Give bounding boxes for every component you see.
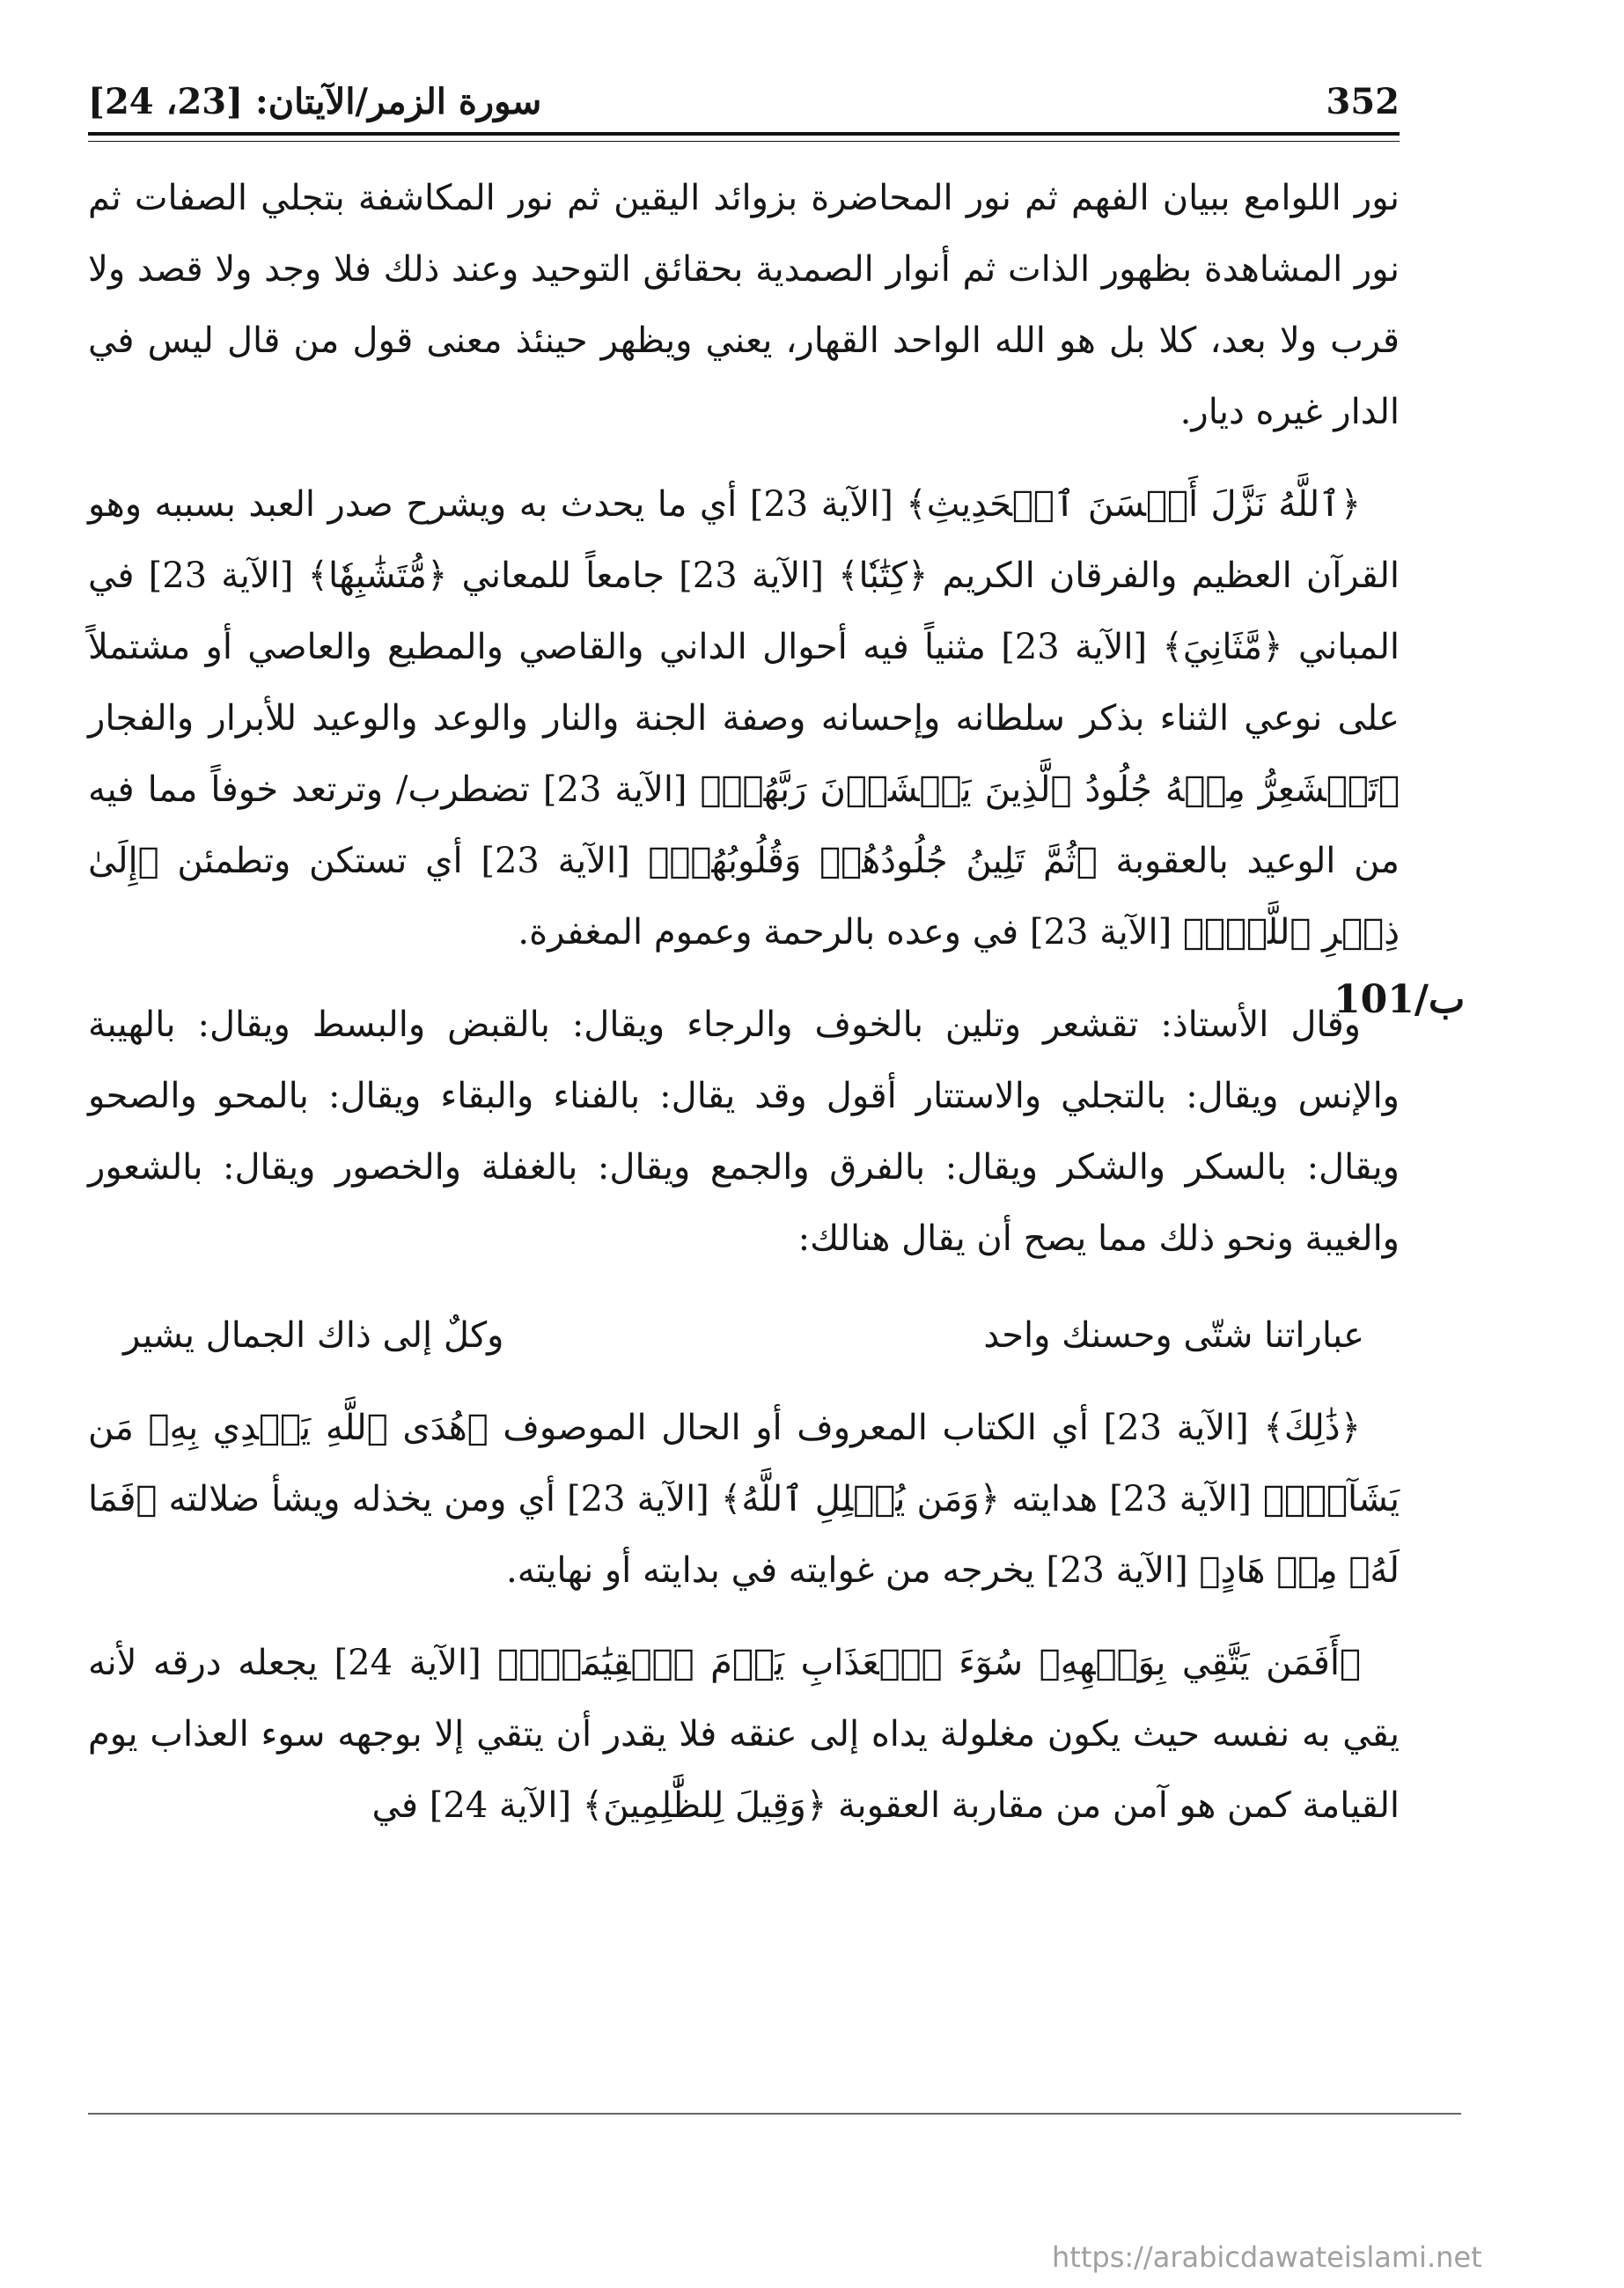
poem-verse [123,1296,1364,1375]
header-rule-thin [88,141,1400,142]
margin-folio-note: 101/ب [1334,977,1466,1022]
running-title: سورة الزمر/الآيتان: [23، 24] [88,80,542,122]
paragraph-1: نور اللوامع ببيان الفهم ثم نور المحاضرة بزوائد اليقين ثم نور المكاشفة بتجلي الصفات ثم نور المشاهدة بظهور الذات ثم أنوار الصمدية بحقائق التوحيد وعند ذلك فلا وجد ولا قصد ولا قرب ولا بعد، كلا بل هو الله الواحد القهار، يعني ويظهر حينئذ معنى قول من قال ليس في الدار غيره ديار. [88,178,1400,432]
page-header [88,75,1400,128]
paragraph-2: ﴿ٱللَّهُ نَزَّلَ أَحۡسَنَ ٱلۡحَدِيثِ﴾ [الآية 23] أي ما يحدث به ويشرح صدر العبد بسببه وهو القرآن العظيم والفرقان الكريم ﴿كِتَٰبٗا﴾ [الآية 23] جامعاً للمعاني ﴿مُّتَشَٰبِهٗا﴾ [الآية 23] في المباني ﴿مَّثَانِيَ﴾ [الآية 23] مثنياً فيه أحوال الداني والقاصي والمطيع والعاصي أو مشتملاً على نوعي الثناء بذكر سلطانه وإحسانه وصفة الجنة والنار والوعد والوعيد للأبرار والفجار ﴿تَقۡشَعِرُّ مِنۡهُ جُلُودُ ٱلَّذِينَ يَخۡشَوۡنَ رَبَّهُمۡ﴾ [الآية 23] تضطرب/ وترتعد خوفاً مما فيه من الوعيد بالعقوبة ﴿ثُمَّ تَلِينُ جُلُودُهُمۡ وَقُلُوبُهُمۡ﴾ [الآية 23] أي تستكن وتطمئن ﴿إِلَىٰ ذِكۡرِ ٱللَّهِۚ﴾ [الآية 23] في وعده بالرحمة وعموم المغفرة. [88,484,1400,953]
header-rule-thick [88,132,1400,136]
paragraph-5: ﴿أَفَمَن يَتَّقِي بِوَجۡهِهِۦ سُوٓءَ ٱلۡعَذَابِ يَوۡمَ ٱلۡقِيَٰمَةِۚ﴾ [الآية 24] يجعله درقه لأنه يقي به نفسه حيث يكون مغلولة يداه إلى عنقه فلا يقدر أن يتقي إلا بوجهه سوء العذاب يوم القيامة كمن هو آمن من مقاربة العقوبة ﴿وَقِيلَ لِلظَّٰلِمِينَ﴾ [الآية 24] في [88,1643,1400,1826]
scan-strike-line [88,2113,1461,2115]
page-body [88,163,1400,1863]
paragraph-4: ﴿ذَٰلِكَ﴾ [الآية 23] أي الكتاب المعروف أو الحال الموصوف ﴿هُدَى ٱللَّهِ يَهۡدِي بِهِۦ مَن يَشَآءُۚ﴾ [الآية 23] هدايته ﴿وَمَن يُضۡلِلِ ٱللَّهُ﴾ [الآية 23] أي ومن يخذله ويشأ ضلالته ﴿فَمَا لَهُۥ مِنۡ هَادٍ﴾ [الآية 23] يخرجه من غوايته في بدايته أو نهايته. [88,1408,1400,1591]
paragraph-3: وقال الأستاذ: تقشعر وتلين بالخوف والرجاء ويقال: بالقبض والبسط ويقال: بالهيبة والإنس ويقال: بالتجلي والاستتار أقول وقد يقال: بالفناء والبقاء ويقال: بالمحو والصحو ويقال: بالسكر والشكر ويقال: بالفرق والجمع ويقال: بالغفلة والخصور ويقال: بالشعور والغيبة ونحو ذلك مما يصح أن يقال هنالك: [88,1004,1400,1259]
page-number: 352 [1326,80,1400,122]
watermark-url: https://arabicdawateislami.net [1052,2240,1482,2274]
poem-hemistich-first: عباراتنا شتّى وحسنك واحد [983,1315,1364,1356]
poem-hemistich-second: وكلٌ إلى ذاك الجمال يشير [123,1315,504,1356]
